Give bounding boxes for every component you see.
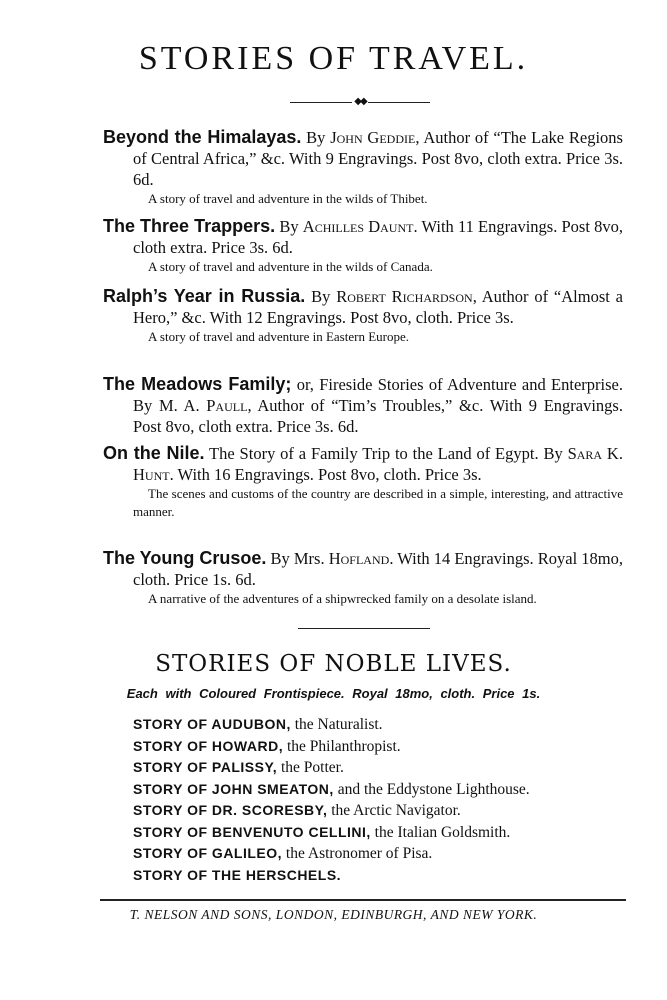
book-entry xyxy=(103,216,623,276)
ornament-rule-right xyxy=(368,102,430,103)
life-description: the Arctic Navigator. xyxy=(327,802,461,819)
page-title: STORIES OF TRAVEL. xyxy=(138,40,529,77)
entry-text xyxy=(103,216,623,258)
life-subject: STORY OF THE HERSCHELS. xyxy=(133,866,342,883)
entry-by: or, Fireside Stories of Adventure and Enterprise. By xyxy=(133,375,623,415)
list-item xyxy=(133,757,633,779)
entry-author: M. A. Paull xyxy=(158,396,248,415)
life-subject: STORY OF JOHN SMEATON, xyxy=(133,780,334,797)
list-item xyxy=(133,800,633,822)
book-title: The Three Trappers. xyxy=(103,216,276,236)
entry-details: . With 14 Engravings. Royal 18mo, cloth. Price 1s. 6d. xyxy=(133,549,624,589)
life-subject: STORY OF HOWARD, xyxy=(133,737,284,754)
list-item xyxy=(133,779,633,801)
entry-author: Achilles Daunt xyxy=(302,217,414,236)
life-description: the Potter. xyxy=(277,759,344,776)
book-entry xyxy=(103,548,623,608)
entry-by: By xyxy=(275,217,303,236)
entry-by: By xyxy=(301,128,331,147)
entry-note: The scenes and customs of the country are described in a simple, interesting, and attractive manner. xyxy=(133,486,623,519)
entry-by: The Story of a Family Trip to the Land of Egypt. By xyxy=(204,444,568,463)
section-subtitle: Each with Coloured Frontispiece. Royal 18mo, cloth. Price 1s. xyxy=(126,686,541,701)
book-title: On the Nile. xyxy=(103,443,205,463)
entry-details: . With 11 Engravings. Post 8vo, cloth extra. Price 3s. 6d. xyxy=(133,217,623,257)
book-entry xyxy=(103,443,623,521)
list-item xyxy=(133,843,633,865)
life-description: and the Eddystone Lighthouse. xyxy=(333,780,530,798)
entry-by: By xyxy=(305,287,337,306)
entry-text xyxy=(103,548,623,590)
book-title: Ralph’s Year in Russia. xyxy=(103,286,306,306)
ornament-rule-left xyxy=(290,102,352,103)
book-entry xyxy=(103,286,623,346)
life-description: the Astronomer of Pisa. xyxy=(282,845,433,862)
entry-note: A story of travel and adventure in the wilds of Thibet. xyxy=(148,191,428,206)
book-entry xyxy=(103,127,623,208)
entry-note: A story of travel and adventure in Eastern Europe. xyxy=(148,329,409,344)
life-subject: STORY OF DR. SCORESBY, xyxy=(133,802,328,818)
life-subject: STORY OF PALISSY, xyxy=(133,759,278,775)
footer-rule xyxy=(100,899,626,901)
list-item xyxy=(133,865,633,887)
list-item xyxy=(133,736,633,758)
book-title: The Meadows Family; xyxy=(103,374,292,394)
entry-note: A narrative of the adventures of a shipwrecked family on a desolate island. xyxy=(148,591,537,606)
life-description: the Italian Goldsmith. xyxy=(370,823,511,841)
section-divider xyxy=(298,628,430,629)
entry-author: Hofland xyxy=(328,549,390,568)
list-item xyxy=(133,822,633,844)
entry-note: A story of travel and adventure in the wilds of Canada. xyxy=(148,259,433,274)
life-subject: STORY OF AUDUBON, xyxy=(133,716,291,732)
entry-text xyxy=(103,374,623,437)
entry-details: , Author of “Almost a Hero,” &c. With 12 Engravings. Post 8vo, cloth. Price 3s. xyxy=(133,287,623,327)
entry-text xyxy=(103,127,623,190)
list-item xyxy=(133,714,633,736)
section-title: STORIES OF NOBLE LIVES. xyxy=(155,651,512,677)
book-entry xyxy=(103,374,623,437)
life-subject: STORY OF GALILEO, xyxy=(133,845,283,861)
publisher-imprint: T. NELSON AND SONS, LONDON, EDINBURGH, AND NEW YORK. xyxy=(129,907,538,922)
entry-author: John Geddie xyxy=(330,128,416,147)
book-title: The Young Crusoe. xyxy=(103,548,267,568)
book-title: Beyond the Himalayas. xyxy=(103,127,302,147)
life-description: the Philanthropist. xyxy=(283,737,401,755)
diamond-ornament-icon: ◆◆ xyxy=(354,96,366,107)
entry-details: , Author of “The Lake Regions of Central Africa,” &c. With 9 Engravings. Post 8vo, cloth extra. Price 3s. 6d. xyxy=(133,128,623,189)
entry-author: Sara K. Hunt xyxy=(133,444,623,484)
entry-text xyxy=(103,286,623,328)
entry-details: . With 16 Engravings. Post 8vo, cloth. Price 3s. xyxy=(169,465,482,484)
entry-by: By Mrs. xyxy=(266,549,329,568)
entry-author: Robert Richardson xyxy=(336,287,473,306)
lives-list xyxy=(133,714,633,886)
entry-text xyxy=(103,443,623,485)
life-description: the Naturalist. xyxy=(290,716,383,733)
entry-details: , Author of “Tim’s Troubles,” &c. With 9 Engravings. Post 8vo, cloth extra. Price 3s. 6d. xyxy=(133,396,623,436)
life-subject: STORY OF BENVENUTO CELLINI, xyxy=(133,823,371,840)
title-ornament xyxy=(290,96,430,108)
